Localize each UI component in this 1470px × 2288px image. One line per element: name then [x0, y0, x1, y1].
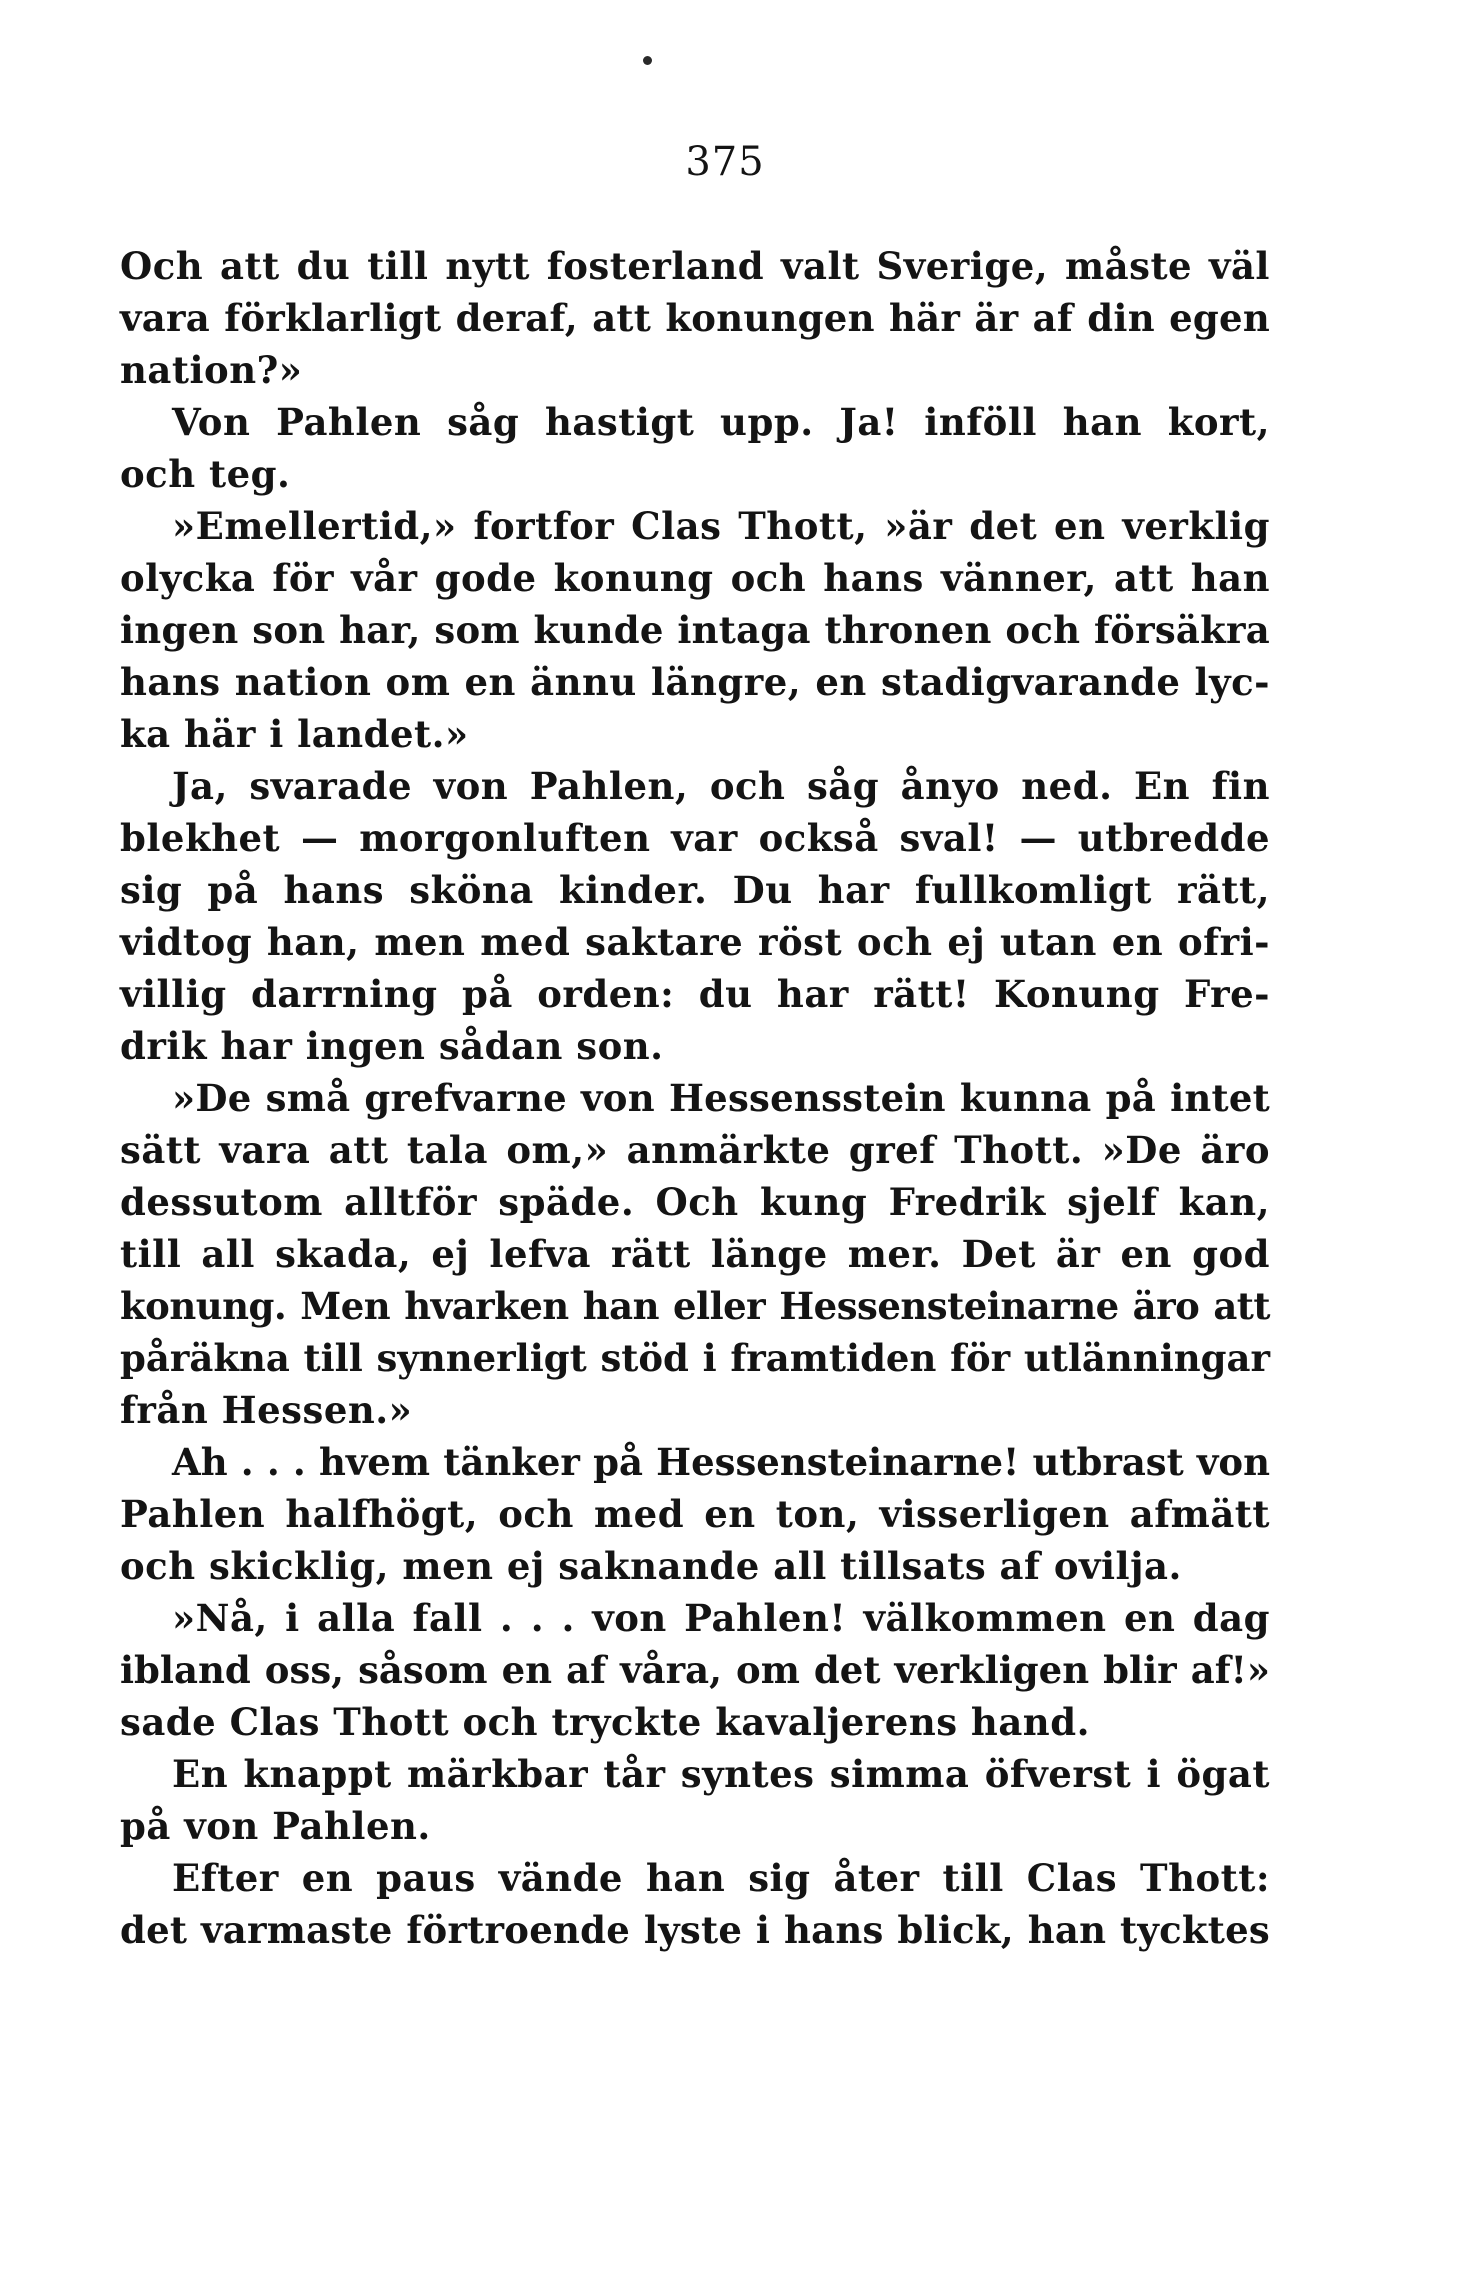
text-line: blekhet — morgonluften var också sval! — utbredde — [120, 816, 1270, 860]
text-line: sade Clas Thott och tryckte kavaljerens hand. — [120, 1700, 1090, 1744]
text-line: »Emellertid,» fortfor Clas Thott, »är det en verklig — [172, 504, 1270, 548]
text-line: villig darrning på orden: du har rätt! Konung Fre- — [120, 972, 1270, 1016]
body-text — [120, 240, 1270, 1956]
text-line: olycka för vår gode konung och hans vänner, att han — [120, 556, 1270, 600]
text-line: det varmaste förtroende lyste i hans blick, han tycktes — [120, 1908, 1270, 1952]
text-line: En knappt märkbar tår syntes simma öfverst i ögat — [172, 1752, 1270, 1796]
text-line: på von Pahlen. — [120, 1804, 431, 1848]
text-line: Pahlen halfhögt, och med en ton, visserligen afmätt — [120, 1492, 1270, 1536]
text-line: nation?» — [120, 348, 303, 392]
text-line: Von Pahlen såg hastigt upp. Ja! inföll han kort, — [172, 400, 1270, 444]
print-speck — [643, 56, 652, 65]
text-line: hans nation om en ännu längre, en stadigvarande lyc- — [120, 660, 1270, 704]
text-line: dessutom alltför späde. Och kung Fredrik sjelf kan, — [120, 1180, 1270, 1224]
text-line: vidtog han, men med saktare röst och ej utan en ofri- — [120, 920, 1270, 964]
text-line: ka här i landet.» — [120, 712, 469, 756]
text-line: »Nå, i alla fall . . . von Pahlen! välkommen en dag — [172, 1596, 1270, 1640]
page-number: 375 — [685, 139, 765, 185]
text-line: vara förklarligt deraf, att konungen här är af din egen — [120, 296, 1270, 340]
text-line: till all skada, ej lefva rätt länge mer. Det är en god — [120, 1232, 1270, 1276]
text-line: och skicklig, men ej saknande all tillsats af ovilja. — [120, 1544, 1182, 1588]
text-line: ibland oss, såsom en af våra, om det verkligen blir af!» — [120, 1648, 1270, 1692]
text-line: konung. Men hvarken han eller Hessensteinarne äro att — [120, 1284, 1270, 1328]
text-line: Och att du till nytt fosterland valt Sverige, måste väl — [120, 244, 1270, 288]
text-line: drik har ingen sådan son. — [120, 1024, 664, 1068]
text-line: från Hessen.» — [120, 1388, 413, 1432]
text-line: Efter en paus vände han sig åter till Clas Thott: — [172, 1856, 1270, 1900]
text-line: Ah . . . hvem tänker på Hessensteinarne! utbrast von — [172, 1440, 1270, 1484]
text-line: »De små grefvarne von Hessensstein kunna på intet — [172, 1076, 1270, 1120]
text-line: sig på hans sköna kinder. Du har fullkomligt rätt, — [120, 868, 1270, 912]
text-line: Ja, svarade von Pahlen, och såg ånyo ned. En fin — [172, 764, 1270, 808]
text-line: sätt vara att tala om,» anmärkte gref Thott. »De äro — [120, 1128, 1270, 1172]
text-line: och teg. — [120, 452, 291, 496]
text-line: ingen son har, som kunde intaga thronen och försäkra — [120, 608, 1270, 652]
text-line: påräkna till synnerligt stöd i framtiden för utlänningar — [120, 1336, 1270, 1380]
